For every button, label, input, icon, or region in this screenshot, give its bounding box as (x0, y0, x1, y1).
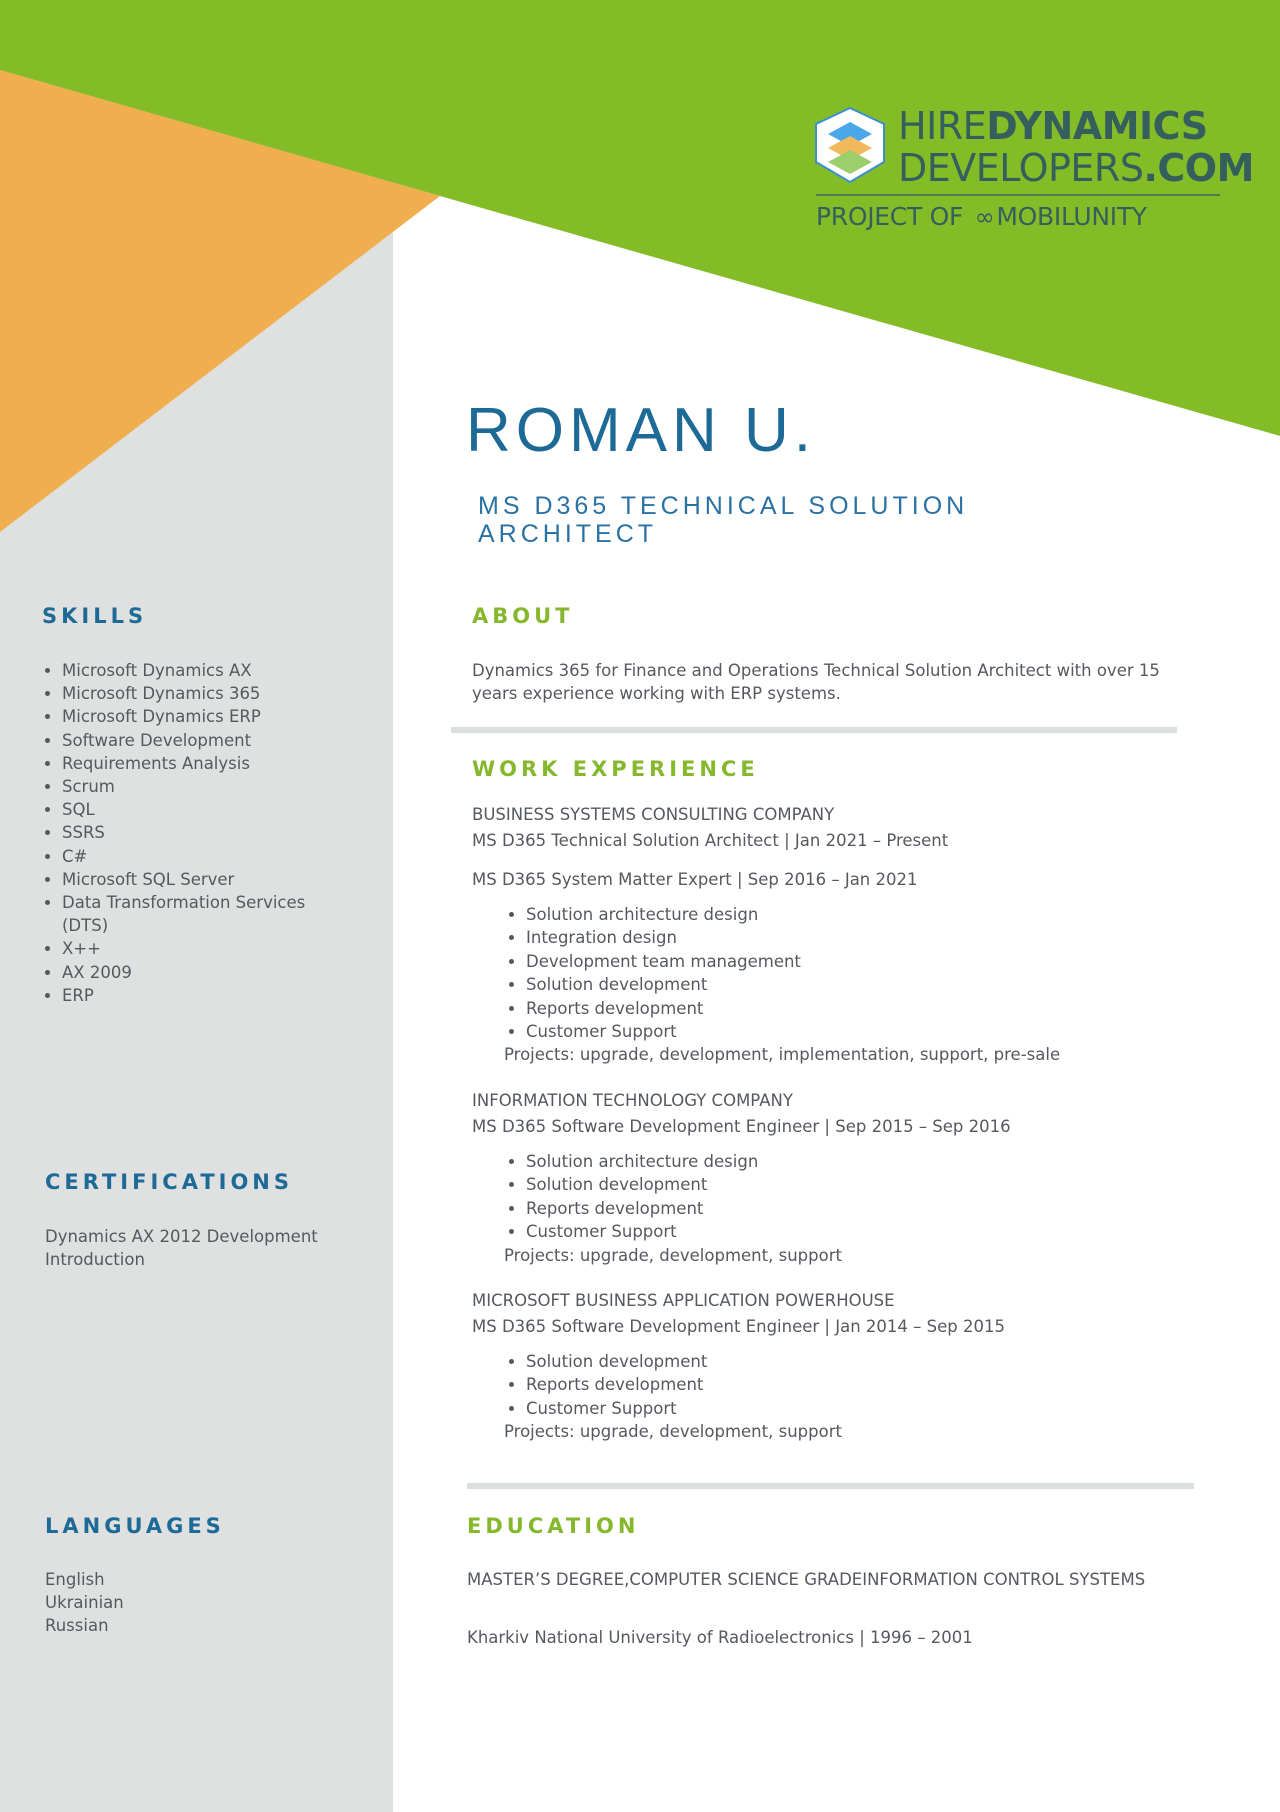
skill-item: • Data Transformation Services (DTS) (62, 891, 342, 937)
language-item: English (45, 1570, 105, 1589)
languages-list (45, 1568, 345, 1637)
work-experience-heading: WORK EXPERIENCE (472, 757, 759, 781)
skill-item: • SSRS (62, 821, 342, 844)
job-projects: Projects: upgrade, development, support (504, 1422, 842, 1442)
job-duties (472, 1150, 1192, 1267)
duty-item: • Solution development (526, 1173, 1192, 1196)
education-heading: EDUCATION (467, 1514, 640, 1538)
duty-item: • Customer Support (526, 1220, 1192, 1243)
job-entry (472, 1288, 1192, 1443)
duty-list (504, 1350, 1192, 1420)
languages-heading: LANGUAGES (45, 1514, 225, 1538)
company-logo (810, 104, 1254, 234)
certification-item: Dynamics AX 2012 Development Introduction (45, 1227, 318, 1269)
section-divider (451, 727, 1177, 733)
skill-item: • Scrum (62, 775, 342, 798)
logo-divider (816, 194, 1220, 196)
logo-line-1: HIREDYNAMICS (898, 104, 1208, 148)
candidate-title: MS D365 TECHNICAL SOLUTION ARCHITECT (478, 492, 969, 548)
duty-item: • Reports development (526, 1373, 1192, 1396)
skill-item: • X++ (62, 937, 342, 960)
candidate-name: ROMAN U. (466, 396, 816, 465)
job-role: MS D365 Software Development Engineer | Sep 2015 – Sep 2016 (472, 1117, 1011, 1136)
duty-item: • Solution architecture design (526, 1150, 1192, 1173)
skill-item: • Microsoft SQL Server (62, 868, 342, 891)
job-entry (472, 802, 1192, 1066)
education-degree: MASTER’S DEGREE,COMPUTER SCIENCE GRADEINFORMATION CONTROL SYSTEMS (467, 1570, 1146, 1589)
skill-item: • Microsoft Dynamics AX (62, 659, 342, 682)
job-duties (472, 903, 1192, 1066)
skill-item: • ERP (62, 984, 342, 1007)
job-role: MS D365 Technical Solution Architect | Jan 2021 – Present (472, 831, 949, 850)
certifications-heading: CERTIFICATIONS (45, 1170, 294, 1194)
duty-list (504, 903, 1192, 1043)
skill-item: • SQL (62, 798, 342, 821)
skill-item: • Requirements Analysis (62, 752, 342, 775)
duty-item: • Solution development (526, 973, 1192, 996)
education-school: Kharkiv National University of Radioelectronics | 1996 – 2001 (467, 1628, 973, 1647)
job-projects: Projects: upgrade, development, implementation, support, pre-sale (504, 1045, 1061, 1065)
logo-line-2: DEVELOPERS.COM (898, 146, 1254, 190)
duty-item: • Development team management (526, 950, 1192, 973)
job-company: MICROSOFT BUSINESS APPLICATION POWERHOUSE (472, 1291, 895, 1310)
job-duties (472, 1350, 1192, 1443)
job-projects: Projects: upgrade, development, support (504, 1245, 842, 1265)
skills-section (42, 659, 342, 1007)
language-item: Ukrainian (45, 1593, 124, 1612)
duty-item: • Solution development (526, 1350, 1192, 1373)
skill-item: • AX 2009 (62, 961, 342, 984)
duty-list (504, 1150, 1192, 1244)
duty-item: • Reports development (526, 997, 1192, 1020)
duty-item: • Customer Support (526, 1020, 1192, 1043)
mobilunity-swirl-icon: ∞ (974, 203, 995, 231)
logo-hexagon-icon (810, 106, 890, 186)
skill-item: • Microsoft Dynamics ERP (62, 705, 342, 728)
skills-list (42, 659, 342, 1007)
skills-heading: SKILLS (42, 604, 148, 628)
duty-item: • Integration design (526, 926, 1192, 949)
duty-item: • Customer Support (526, 1397, 1192, 1420)
job-company: BUSINESS SYSTEMS CONSULTING COMPANY (472, 805, 835, 824)
section-divider (467, 1483, 1194, 1489)
duty-item: • Reports development (526, 1197, 1192, 1220)
job-role: MS D365 Software Development Engineer | Jan 2014 – Sep 2015 (472, 1317, 1005, 1336)
job-entry (472, 1088, 1192, 1267)
logo-tagline: PROJECT OF ∞MOBILUNITY (816, 200, 1147, 234)
skill-item: • Software Development (62, 729, 342, 752)
job-company: INFORMATION TECHNOLOGY COMPANY (472, 1091, 793, 1110)
job-role-previous: MS D365 System Matter Expert | Sep 2016 – Jan 2021 (472, 870, 918, 889)
language-item: Russian (45, 1616, 109, 1635)
about-text: Dynamics 365 for Finance and Operations Technical Solution Architect with over 15 years experience working with ERP systems. (472, 661, 1160, 703)
about-heading: ABOUT (472, 604, 574, 628)
duty-item: • Solution architecture design (526, 903, 1192, 926)
skill-item: • Microsoft Dynamics 365 (62, 682, 342, 705)
skill-item: • C# (62, 845, 342, 868)
